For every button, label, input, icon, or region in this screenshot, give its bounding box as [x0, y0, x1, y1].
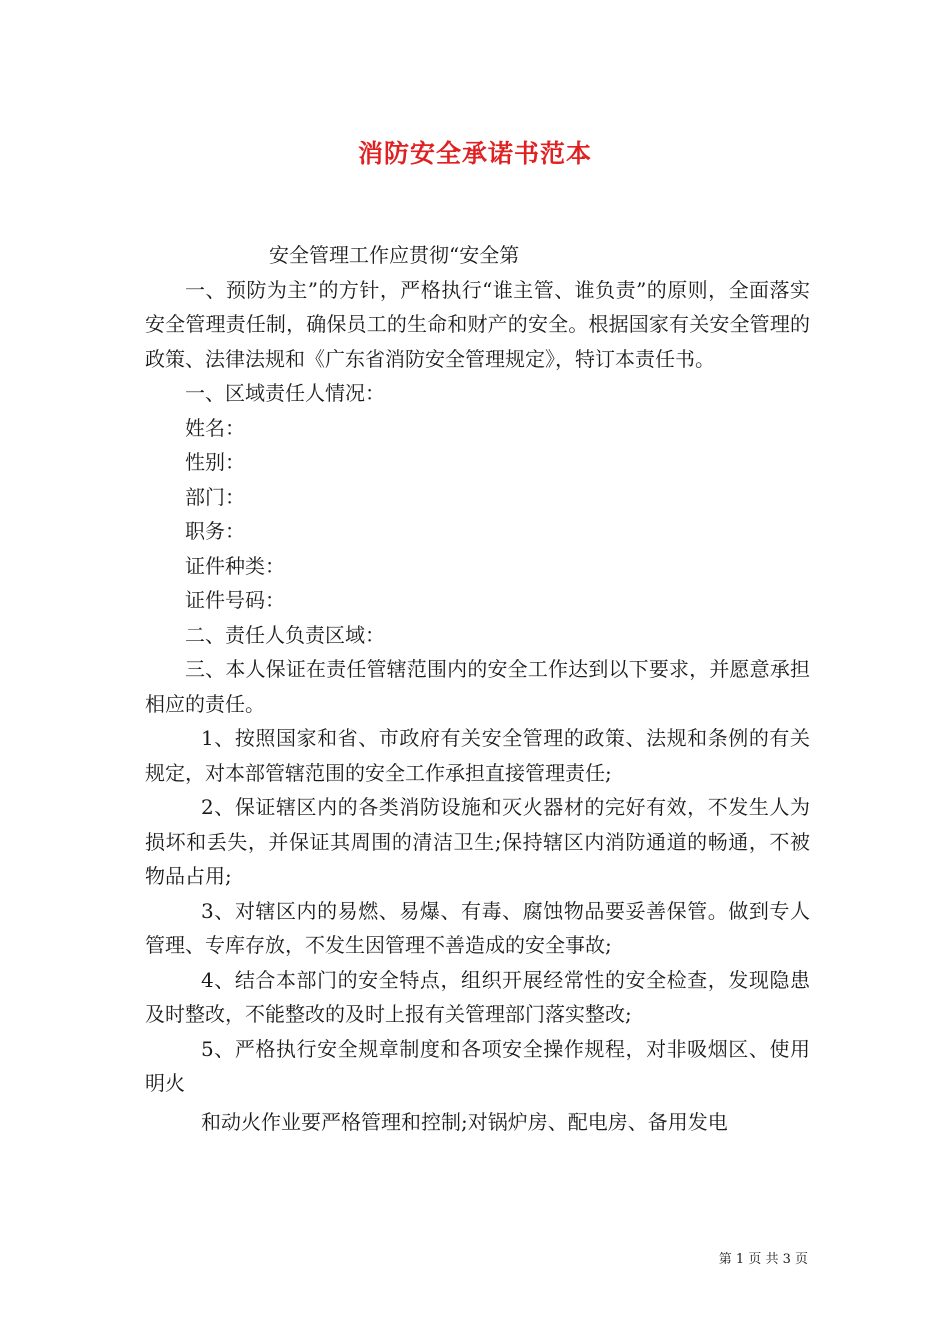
- paragraph-intro-1: 安全管理工作应贯彻“安全第: [269, 243, 520, 267]
- paragraph-intro-2: 一、预防为主”的方针，严格执行“谁主管、谁负责”的原则，全面落实安全管理责任制，确保员工的生命和财产的安全。根据国家有关安全管理的政策、法律法规和《广东省消防安全管理规定》，特订本责任书。: [145, 277, 810, 371]
- field-id-type: 证件种类：: [185, 553, 285, 578]
- field-id-number: 证件号码：: [185, 588, 285, 612]
- clause-3: 3、对辖区内的易燃、易爆、有毒、腐蚀物品要妥善保管。做到专人管理、专库存放，不发生因管理不善造成的安全事故;: [145, 898, 810, 957]
- clause-4: 4、结合本部门的安全特点，组织开展经常性的安全检查，发现隐患及时整改，不能整改的及时上报有关管理部门落实整改;: [145, 967, 810, 1026]
- section-heading-guarantee: 三、本人保证在责任管辖范围内的安全工作达到以下要求，并愿意承担相应的责任。: [145, 657, 810, 716]
- section-heading-responsible-person: 一、区域责任人情况：: [185, 381, 385, 405]
- clause-2: 2、保证辖区内的各类消防设施和灭火器材的完好有效，不发生人为损坏和丢失，并保证其周围的清洁卫生;保持辖区内消防通道的畅通，不被物品占用;: [145, 795, 810, 888]
- field-position: 职务：: [185, 519, 245, 543]
- field-name: 姓名：: [185, 415, 245, 440]
- document-body: [145, 238, 810, 1139]
- clause-5: 5、严格执行安全规章制度和各项安全操作规程，对非吸烟区、使用明火: [145, 1036, 810, 1095]
- section-heading-area: 二、责任人负责区域：: [185, 622, 385, 647]
- clause-1: 1、按照国家和省、市政府有关安全管理的政策、法规和条例的有关规定，对本部管辖范围的安全工作承担直接管理责任;: [145, 726, 810, 785]
- clause-5-continued: 和动火作业要严格管理和控制;对锅炉房、配电房、备用发电: [201, 1109, 728, 1134]
- page-number-footer: 第 1 页 共 3 页: [718, 1252, 808, 1267]
- field-department: 部门：: [185, 484, 245, 509]
- document-title: 消防安全承诺书范本: [357, 139, 592, 168]
- field-gender: 性别：: [185, 450, 245, 474]
